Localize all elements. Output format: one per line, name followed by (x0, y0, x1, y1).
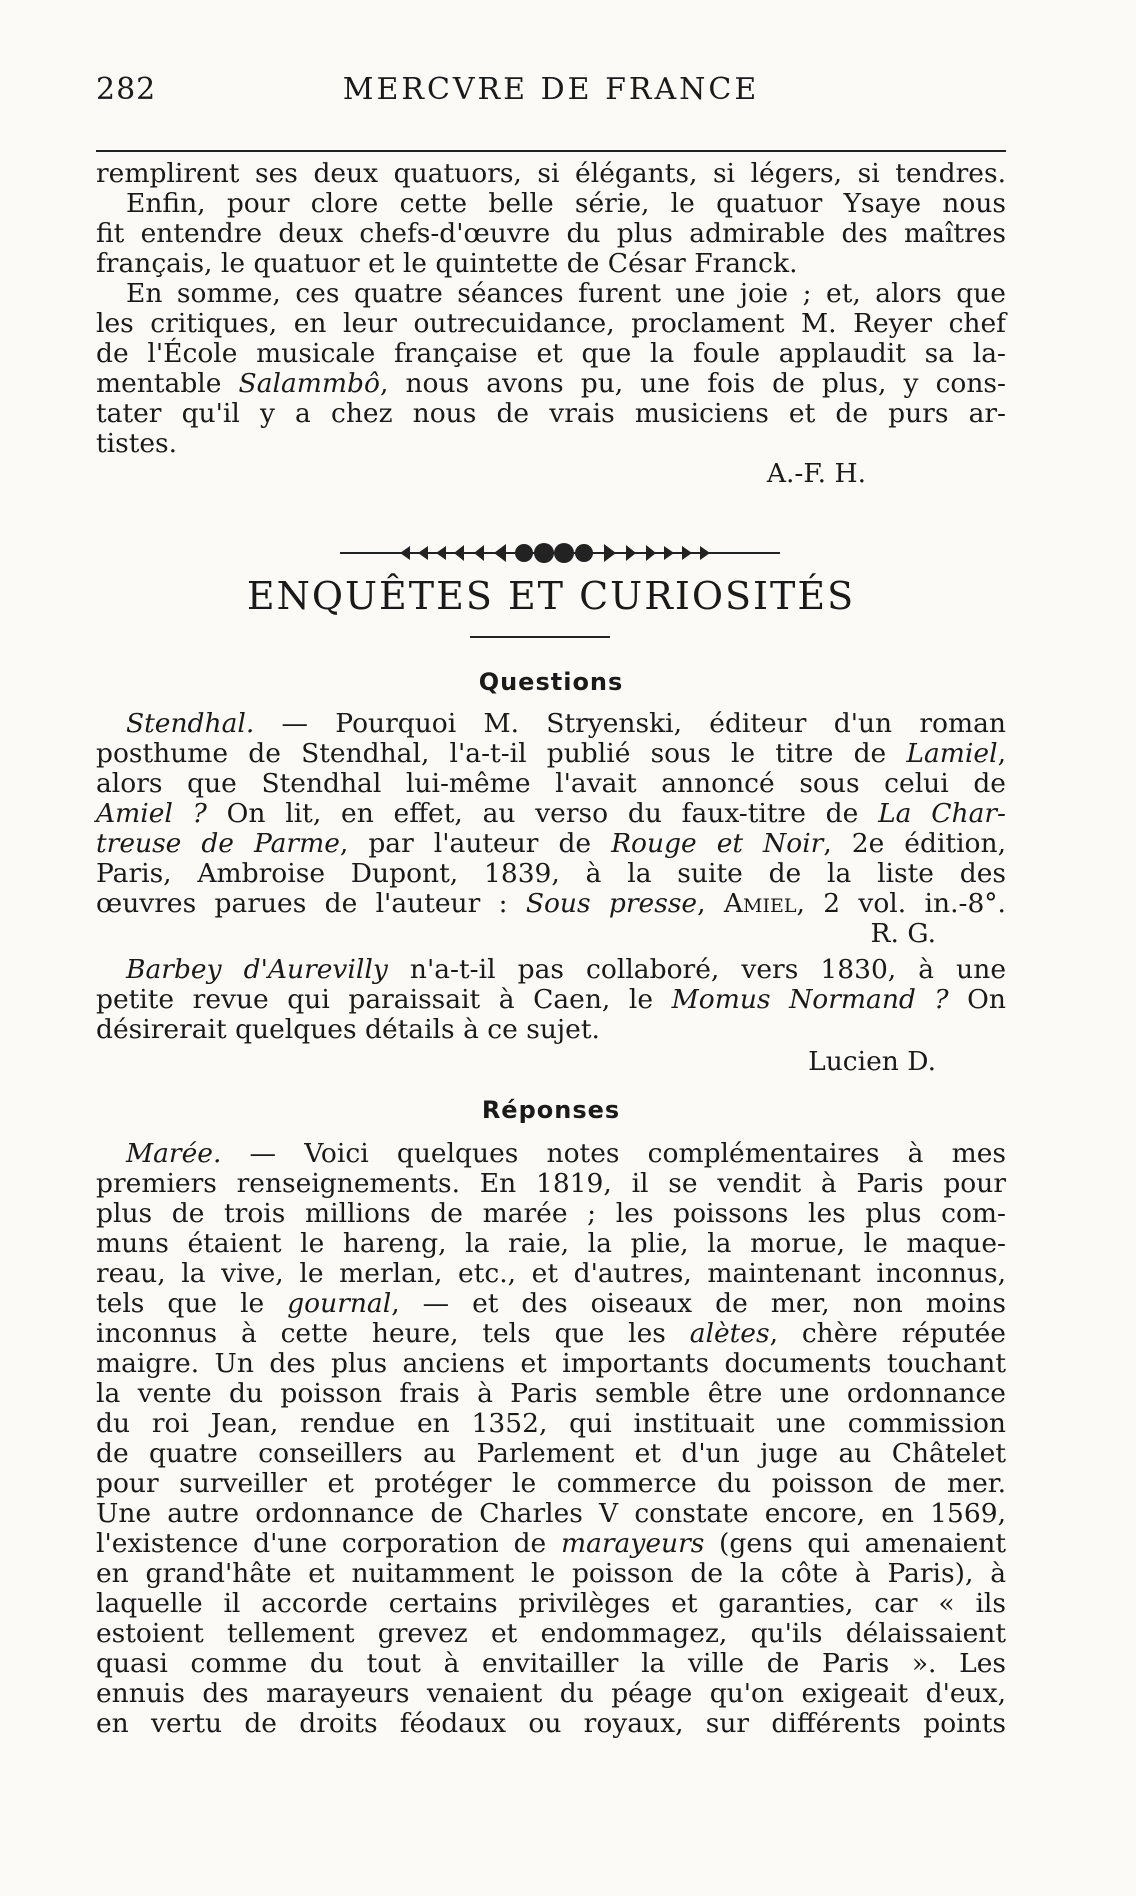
questions-heading: Questions (478, 668, 624, 696)
paragraph-line: en vertu de droits féodaux ou royaux, sur différents points (96, 1708, 1006, 1739)
paragraph-line: estoient tellement grevez et endommagez, qu'ils délaissaient (96, 1618, 1006, 1649)
paragraph-line: mentable Salammbô, nous avons pu, une fois de plus, y cons- (96, 368, 1006, 399)
paragraph-line: remplirent ses deux quatuors, si élégants, si légers, si tendres. (96, 158, 1006, 189)
paragraph-line: alors que Stendhal lui-même l'avait annoncé sous celui de (96, 768, 1006, 799)
paragraph-line: œuvres parues de l'auteur : Sous presse, Amiel, 2 vol. in.-8°. (96, 888, 1006, 919)
paragraph-line: de quatre conseillers au Parlement et d'un juge au Châtelet (96, 1438, 1006, 1469)
paragraph-line: premiers renseignements. En 1819, il se vendit à Paris pour (96, 1168, 1006, 1199)
paragraph-line: petite revue qui paraissait à Caen, le Momus Normand ? On (96, 984, 1006, 1015)
journal-title: MERCVRE DE FRANCE (342, 72, 760, 107)
paragraph-line: tistes. (96, 428, 178, 459)
paragraph-line: en grand'hâte et nuitamment le poisson de la côte à Paris), à (96, 1558, 1006, 1589)
paragraph-line: reau, la vive, le merlan, etc., et d'autres, maintenant inconnus, (96, 1258, 1006, 1289)
header-rule (96, 150, 1006, 152)
paragraph-line: inconnus à cette heure, tels que les alètes, chère réputée (96, 1318, 1006, 1349)
paragraph-line: quasi comme du tout à envitailler la ville de Paris ». Les (96, 1648, 1006, 1679)
paragraph-line: laquelle il accorde certains privilèges et garanties, car « ils (96, 1588, 1006, 1619)
paragraph-line: l'existence d'une corporation de marayeurs (gens qui amenaient (96, 1528, 1006, 1559)
signature: A.-F. H. (766, 458, 866, 489)
paragraph-line: les critiques, en leur outrecuidance, proclament M. Reyer chef (96, 308, 1006, 339)
paragraph-line: muns étaient le hareng, la raie, la plie, la morue, le maque- (96, 1228, 1006, 1259)
paragraph-line: français, le quatuor et le quintette de César Franck. (96, 248, 798, 279)
title-rule (470, 636, 610, 638)
paragraph-line: fit entendre deux chefs-d'œuvre du plus admirable des maîtres (96, 218, 1006, 249)
paragraph-line: Marée. — Voici quelques notes complémentaires à mes (126, 1138, 1006, 1169)
paragraph-line: Barbey d'Aurevilly n'a-t-il pas collaboré, vers 1830, à une (126, 954, 1007, 985)
paragraph-line: tater qu'il y a chez nous de vrais musiciens et de purs ar- (96, 398, 1006, 429)
paragraph-line: plus de trois millions de marée ; les poissons les plus com- (96, 1198, 1006, 1229)
paragraph-line: En somme, ces quatre séances furent une joie ; et, alors que (126, 278, 1006, 309)
paragraph-line: Enfin, pour clore cette belle série, le quatuor Ysaye nous (126, 188, 1006, 219)
signature: Lucien D. (808, 1046, 936, 1077)
paragraph-line: treuse de Parme, par l'auteur de Rouge et Noir, 2e édition, (96, 828, 1006, 859)
paragraph-line: Paris, Ambroise Dupont, 1839, à la suite de la liste des (96, 858, 1006, 889)
paragraph-line: la vente du poisson frais à Paris semble être une ordonnance (96, 1378, 1006, 1409)
paragraph-line: du roi Jean, rendue en 1352, qui instituait une commission (96, 1408, 1006, 1439)
paragraph-line: pour surveiller et protéger le commerce du poisson de mer. (96, 1468, 1006, 1499)
signature: R. G. (870, 918, 936, 949)
answers-heading: Réponses (481, 1096, 621, 1124)
section-title: ENQUÊTES ET CURIOSITÉS (246, 574, 856, 618)
paragraph-line: maigre. Un des plus anciens et importants documents touchant (96, 1348, 1006, 1379)
running-head (96, 72, 1006, 116)
paragraph-line: de l'École musicale française et que la foule applaudit sa la- (96, 338, 1006, 369)
paragraph-line: Amiel ? On lit, en effet, au verso du faux-titre de La Char- (96, 798, 1007, 829)
paragraph-line: ennuis des marayeurs venaient du péage qu'on exigeait d'eux, (96, 1678, 1006, 1709)
paragraph-line: désirerait quelques détails à ce sujet. (96, 1014, 600, 1045)
ornament-divider (340, 540, 780, 566)
paragraph-line: tels que le gournal, — et des oiseaux de mer, non moins (96, 1288, 1006, 1319)
paragraph-line: Une autre ordonnance de Charles V constate encore, en 1569, (96, 1498, 1006, 1529)
paragraph-line: posthume de Stendhal, l'a-t-il publié sous le titre de Lamiel, (96, 738, 1006, 769)
paragraph-line: Stendhal. — Pourquoi M. Stryenski, éditeur d'un roman (126, 708, 1006, 739)
page-number: 282 (96, 72, 157, 107)
